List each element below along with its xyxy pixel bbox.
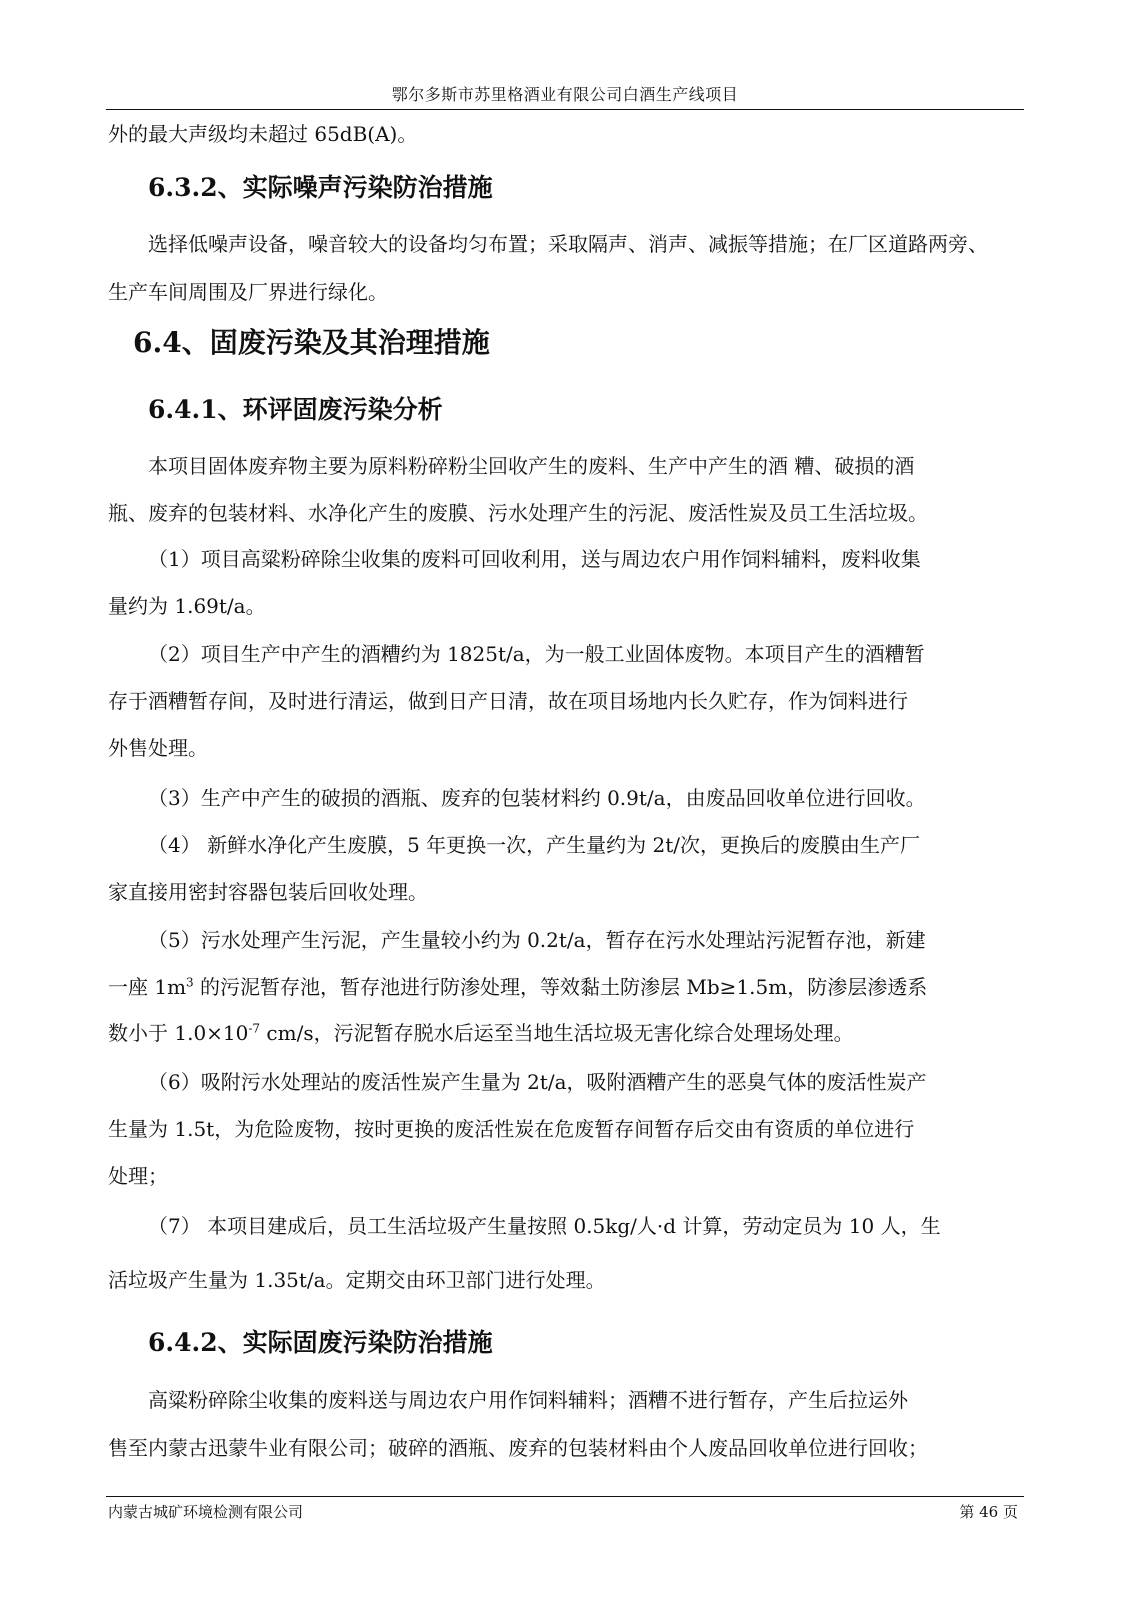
paragraph-line: （3）生产中产生的破损的酒瓶、废弃的包装材料约 0.9t/a，由废品回收单位进行回收。 [148,786,926,810]
paragraph-line: 高粱粉碎除尘收集的废料送与周边农户用作饲料辅料；酒糟不进行暂存，产生后拉运外 [148,1388,908,1412]
paragraph-line [108,973,1026,1001]
footer-company: 内蒙古城矿环境检测有限公司 [108,1503,304,1521]
page-header-title: 鄂尔多斯市苏里格酒业有限公司白酒生产线项目 [391,85,739,104]
paragraph-line: （5）污水处理产生污泥，产生量较小约为 0.2t/a，暂存在污水处理站污泥暂存池，新建 [148,928,926,952]
text-span: 的污泥暂存池，暂存池进行防渗处理，等效黏土防渗层 Mb≥1.5m，防渗层渗透系 [193,975,928,999]
paragraph-line: 存于酒糟暂存间，及时进行清运，做到日产日清，故在项目场地内长久贮存，作为饲料进行 [108,689,908,713]
text-span: 数小于 1.0×10 [108,1021,249,1045]
paragraph-line: 生产车间周围及厂界进行绿化。 [108,280,388,304]
paragraph-line: 处理； [108,1164,168,1188]
paragraph-line: （6）吸附污水处理站的废活性炭产生量为 2t/a，吸附酒糟产生的恶臭气体的废活性炭产 [148,1070,927,1094]
paragraph-line: （4） 新鲜水净化产生废膜，5 年更换一次，产生量约为 2t/次，更换后的废膜由生产厂 [148,833,921,857]
superscript: -7 [248,1021,261,1036]
section-heading-6-4: 6.4、固废污染及其治理措施 [133,326,490,359]
footer-divider [106,1496,1024,1497]
paragraph-line: 生量为 1.5t，为危险废物，按时更换的废活性炭在危废暂存间暂存后交由有资质的单位进行 [108,1117,915,1141]
paragraph-line: （1）项目高粱粉碎除尘收集的废料可回收利用，送与周边农户用作饲料辅料，废料收集 [148,547,921,571]
paragraph-line: 外售处理。 [108,736,208,760]
paragraph-line: 活垃圾产生量为 1.35t/a。定期交由环卫部门进行处理。 [108,1268,606,1292]
paragraph-line: 瓶、废弃的包装材料、水净化产生的废膜、污水处理产生的污泥、废活性炭及员工生活垃圾。 [108,501,928,525]
paragraph-line: （7） 本项目建成后，员工生活垃圾产生量按照 0.5kg/人·d 计算，劳动定员为 10 人，生 [148,1214,941,1238]
section-heading-6-4-1: 6.4.1、环评固废污染分析 [148,395,443,424]
section-heading-6-4-2: 6.4.2、实际固废污染防治措施 [148,1328,493,1357]
text-span: cm/s，污泥暂存脱水后运至当地生活垃圾无害化综合处理场处理。 [260,1021,854,1045]
paragraph-line: 选择低噪声设备，噪音较大的设备均匀布置；采取隔声、消声、减振等措施；在厂区道路两旁、 [148,232,988,256]
paragraph-line: 量约为 1.69t/a。 [108,594,266,618]
text-span: 一座 1m [108,975,187,999]
paragraph-line: 售至内蒙古迅蒙牛业有限公司；破碎的酒瓶、废弃的包装材料由个人废品回收单位进行回收； [108,1436,928,1460]
section-heading-6-3-2: 6.3.2、实际噪声污染防治措施 [148,173,493,202]
paragraph-line: 本项目固体废弃物主要为原料粉碎粉尘回收产生的废料、生产中产生的酒 糟、破损的酒 [148,454,915,478]
header-divider [106,109,1024,110]
paragraph-line [108,1019,1026,1047]
paragraph-line: 外的最大声级均未超过 65dB(A)。 [108,122,418,146]
paragraph-line: 家直接用密封容器包装后回收处理。 [108,880,428,904]
page-number: 第 46 页 [959,1503,1018,1521]
paragraph-line: （2）项目生产中产生的酒糟约为 1825t/a，为一般工业固体废物。本项目产生的酒糟暂 [148,642,925,666]
superscript: 3 [186,975,194,990]
